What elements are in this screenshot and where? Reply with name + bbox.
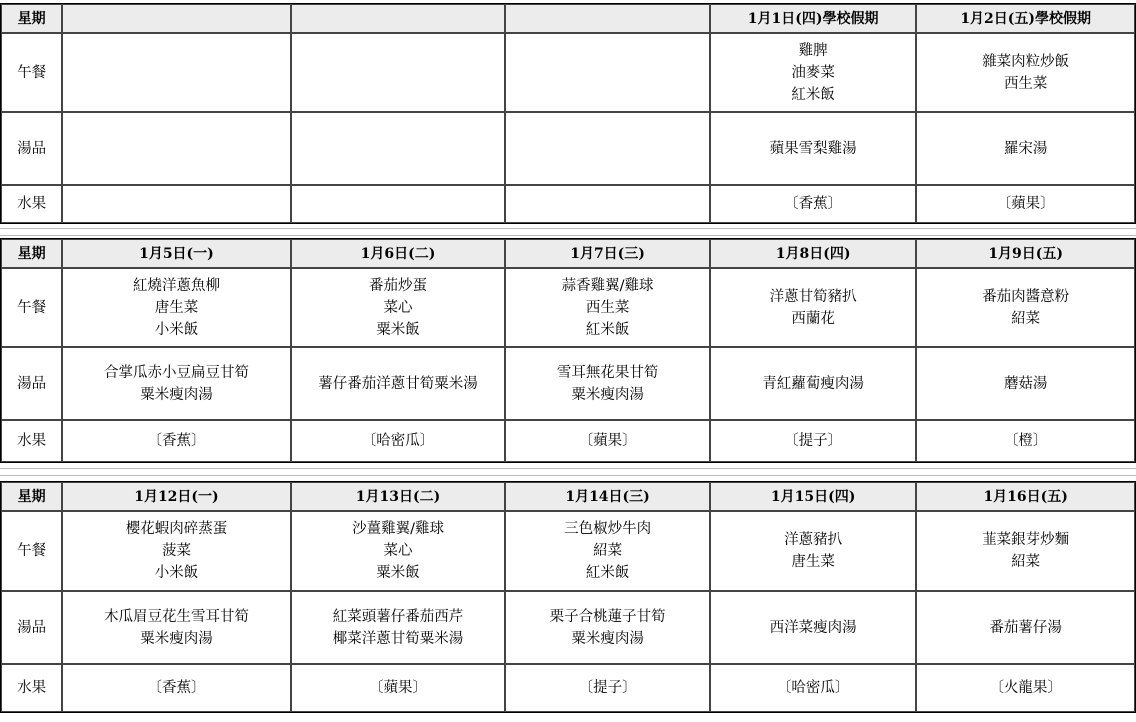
lunch-item: 小米飯 bbox=[154, 565, 199, 581]
lunch-item: 粟米飯 bbox=[376, 321, 420, 338]
soup-cell bbox=[505, 347, 710, 420]
weekday-label: 星期 bbox=[1, 4, 62, 33]
date-header bbox=[62, 4, 291, 33]
fruit-label: 水果 bbox=[1, 185, 62, 223]
lunch-cell bbox=[505, 33, 710, 112]
fruit-cell: 〔橙〕 bbox=[916, 420, 1135, 462]
soup-label: 湯品 bbox=[1, 347, 62, 420]
soup-cell bbox=[710, 347, 917, 420]
soup-item: 合掌瓜赤小豆扁豆甘筍 bbox=[103, 364, 249, 381]
lunch-cell bbox=[505, 511, 710, 591]
date-header: 1月7日(三) bbox=[505, 239, 710, 268]
soup-row bbox=[1, 112, 1135, 185]
soup-item: 木瓜眉豆花生雪耳甘筍 bbox=[103, 608, 249, 625]
fruit-cell: 〔火龍果〕 bbox=[916, 664, 1135, 712]
lunch-item: 菠菜 bbox=[161, 543, 191, 559]
lunch-item: 紹菜 bbox=[593, 543, 623, 559]
fruit-cell: 〔蘋果〕 bbox=[916, 185, 1135, 223]
lunch-item: 三色椒炒牛肉 bbox=[564, 521, 652, 537]
soup-cell bbox=[62, 347, 291, 420]
fruit-cell bbox=[505, 185, 710, 223]
lunch-item: 紅米飯 bbox=[585, 321, 630, 338]
date-header: 1月1日(四)學校假期 bbox=[710, 4, 917, 33]
soup-item: 栗子合桃蓮子甘筍 bbox=[549, 608, 666, 625]
lunch-item: 唐生菜 bbox=[791, 554, 835, 570]
header-row bbox=[1, 482, 1135, 511]
soup-item: 紅菜頭薯仔番茄西芹 bbox=[332, 608, 464, 625]
soup-cell bbox=[505, 112, 710, 185]
date-header: 1月16日(五) bbox=[916, 482, 1135, 511]
date-header: 1月13日(二) bbox=[291, 482, 506, 511]
lunch-cell bbox=[916, 511, 1135, 591]
date-header bbox=[505, 4, 710, 33]
week-1-menu-table bbox=[0, 3, 1136, 224]
soup-label: 湯品 bbox=[1, 112, 62, 185]
lunch-item: 唐生菜 bbox=[154, 299, 199, 316]
fruit-row bbox=[1, 420, 1135, 462]
lunch-cell bbox=[710, 268, 917, 347]
fruit-label: 水果 bbox=[1, 420, 62, 462]
lunch-item: 番茄炒蛋 bbox=[369, 277, 428, 294]
soup-item: 雪耳無花果甘筍 bbox=[556, 364, 659, 381]
lunch-cell bbox=[916, 268, 1135, 347]
lunch-item: 韮菜銀芽炒麵 bbox=[982, 532, 1070, 548]
lunch-cell bbox=[291, 33, 506, 112]
fruit-cell: 〔提子〕 bbox=[710, 420, 917, 462]
lunch-item: 小米飯 bbox=[154, 321, 199, 338]
lunch-item: 紅燒洋蔥魚柳 bbox=[132, 277, 220, 294]
weekday-label: 星期 bbox=[1, 482, 62, 511]
soup-cell bbox=[505, 591, 710, 664]
soup-cell bbox=[291, 591, 506, 664]
soup-item: 粟米瘦肉湯 bbox=[140, 630, 213, 647]
lunch-item: 紅米飯 bbox=[791, 86, 835, 103]
soup-item: 蘋果雪梨雞湯 bbox=[769, 140, 857, 157]
date-header: 1月2日(五)學校假期 bbox=[916, 4, 1135, 33]
lunch-row bbox=[1, 268, 1135, 347]
header-row bbox=[1, 4, 1135, 33]
lunch-cell bbox=[710, 33, 917, 112]
weekday-label: 星期 bbox=[1, 239, 62, 268]
soup-row bbox=[1, 591, 1135, 664]
fruit-cell: 〔蘋果〕 bbox=[291, 664, 506, 712]
fruit-cell: 〔蘋果〕 bbox=[505, 420, 710, 462]
soup-item: 粟米瘦肉湯 bbox=[140, 386, 213, 403]
lunch-item: 菜心 bbox=[383, 299, 413, 316]
lunch-cell bbox=[62, 268, 291, 347]
soup-cell bbox=[291, 347, 506, 420]
soup-row bbox=[1, 347, 1135, 420]
soup-item: 羅宋湯 bbox=[1003, 140, 1048, 157]
fruit-row bbox=[1, 185, 1135, 223]
date-header: 1月6日(二) bbox=[291, 239, 506, 268]
lunch-cell bbox=[505, 268, 710, 347]
week-separator bbox=[0, 228, 1136, 236]
lunch-label: 午餐 bbox=[1, 268, 62, 347]
lunch-item: 洋蔥甘筍豬扒 bbox=[769, 288, 857, 305]
soup-item: 番茄薯仔湯 bbox=[989, 619, 1062, 636]
lunch-item: 西生菜 bbox=[1003, 75, 1048, 92]
lunch-cell bbox=[291, 268, 506, 347]
lunch-cell bbox=[916, 33, 1135, 112]
lunch-row bbox=[1, 33, 1135, 112]
date-header bbox=[291, 4, 506, 33]
lunch-item: 紅米飯 bbox=[585, 565, 630, 581]
lunch-item: 紹菜 bbox=[1011, 310, 1041, 327]
fruit-cell: 〔哈密瓜〕 bbox=[710, 664, 917, 712]
date-header: 1月8日(四) bbox=[710, 239, 917, 268]
soup-cell bbox=[710, 591, 917, 664]
fruit-cell: 〔香蕉〕 bbox=[710, 185, 917, 223]
lunch-item: 菜心 bbox=[383, 543, 413, 559]
lunch-label: 午餐 bbox=[1, 33, 62, 112]
week-separator bbox=[0, 468, 1136, 476]
lunch-cell bbox=[291, 511, 506, 591]
lunch-item: 雞脾 bbox=[798, 42, 828, 59]
soup-item: 青紅蘿蔔瘦肉湯 bbox=[762, 375, 864, 392]
fruit-cell: 〔香蕉〕 bbox=[62, 420, 291, 462]
soup-item: 粟米瘦肉湯 bbox=[571, 630, 644, 647]
lunch-cell bbox=[710, 511, 917, 591]
fruit-cell: 〔提子〕 bbox=[505, 664, 710, 712]
soup-cell bbox=[62, 112, 291, 185]
lunch-item: 雜菜肉粒炒飯 bbox=[982, 53, 1070, 70]
fruit-row bbox=[1, 664, 1135, 712]
soup-cell bbox=[916, 347, 1135, 420]
lunch-cell bbox=[62, 33, 291, 112]
lunch-item: 沙薑雞翼/雞球 bbox=[352, 521, 444, 537]
date-header: 1月14日(三) bbox=[505, 482, 710, 511]
date-header: 1月5日(一) bbox=[62, 239, 291, 268]
soup-cell bbox=[710, 112, 917, 185]
lunch-item: 紹菜 bbox=[1011, 554, 1041, 570]
lunch-item: 番茄肉醬意粉 bbox=[982, 288, 1070, 305]
soup-cell bbox=[291, 112, 506, 185]
week-3-menu-table bbox=[0, 481, 1136, 713]
lunch-item: 洋蔥豬扒 bbox=[784, 532, 843, 548]
soup-cell bbox=[916, 112, 1135, 185]
soup-item: 粟米瘦肉湯 bbox=[571, 386, 644, 403]
header-row bbox=[1, 239, 1135, 268]
lunch-row bbox=[1, 511, 1135, 591]
lunch-cell bbox=[62, 511, 291, 591]
date-header: 1月15日(四) bbox=[710, 482, 917, 511]
lunch-item: 西生菜 bbox=[585, 299, 630, 316]
lunch-item: 粟米飯 bbox=[376, 565, 420, 581]
lunch-item: 油麥菜 bbox=[791, 64, 835, 81]
lunch-item: 蒜香雞翼/雞球 bbox=[561, 277, 654, 294]
soup-cell bbox=[916, 591, 1135, 664]
soup-item: 蘑菇湯 bbox=[1003, 375, 1048, 392]
fruit-cell bbox=[62, 185, 291, 223]
soup-cell bbox=[62, 591, 291, 664]
soup-item: 西洋菜瘦肉湯 bbox=[769, 619, 857, 636]
fruit-cell bbox=[291, 185, 506, 223]
fruit-cell: 〔香蕉〕 bbox=[62, 664, 291, 712]
soup-item: 薯仔番茄洋蔥甘筍粟米湯 bbox=[318, 375, 478, 392]
date-header: 1月12日(一) bbox=[62, 482, 291, 511]
lunch-item: 西蘭花 bbox=[791, 310, 835, 327]
week-2-menu-table bbox=[0, 238, 1136, 463]
lunch-item: 櫻花蝦肉碎蒸蛋 bbox=[125, 521, 228, 537]
fruit-label: 水果 bbox=[1, 664, 62, 712]
soup-label: 湯品 bbox=[1, 591, 62, 664]
lunch-label: 午餐 bbox=[1, 511, 62, 591]
date-header: 1月9日(五) bbox=[916, 239, 1135, 268]
fruit-cell: 〔哈密瓜〕 bbox=[291, 420, 506, 462]
soup-item: 椰菜洋蔥甘筍粟米湯 bbox=[332, 630, 464, 647]
